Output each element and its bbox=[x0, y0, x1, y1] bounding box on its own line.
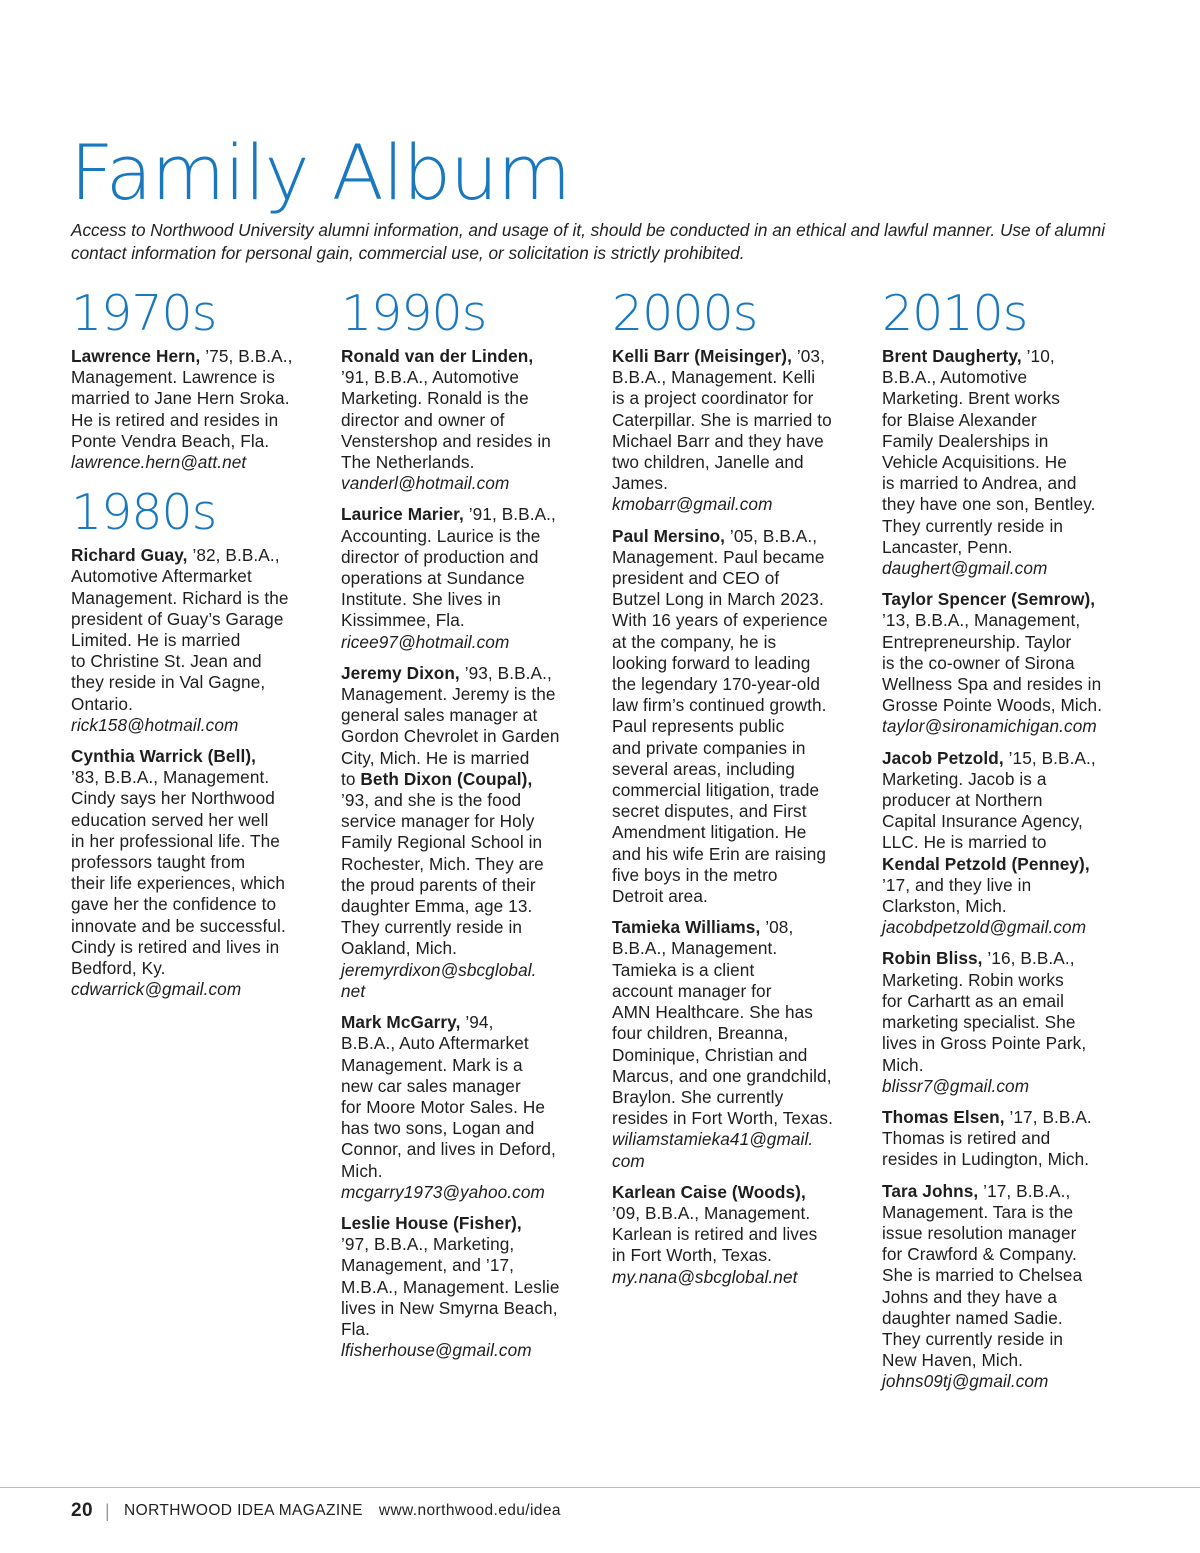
column-1 bbox=[71, 284, 321, 1010]
alumni-entry bbox=[341, 346, 591, 494]
alumni-email[interactable]: taylor@sironamichigan.com bbox=[882, 716, 1097, 737]
footer-separator: | bbox=[104, 1500, 111, 1521]
alumni-entry bbox=[341, 1213, 591, 1361]
alumni-details: ’08, B.B.A., Management. Tamieka is a client account manager for AMN Healthcare. She has four children, Breanna, Dominique, Christian and Marcus, and one grandchild, Braylon. She currently resides in Fort Worth, Texas. bbox=[612, 917, 834, 1129]
decade-heading: 1980s bbox=[71, 484, 217, 542]
footer bbox=[71, 1498, 561, 1524]
decade-heading: 1970s bbox=[71, 285, 217, 342]
alumni-email[interactable]: rick158@hotmail.com bbox=[71, 714, 239, 735]
alumni-name: Taylor Spencer (Semrow), bbox=[882, 589, 1096, 610]
alumni-email[interactable]: cdwarrick@gmail.com bbox=[71, 979, 242, 1000]
alumni-name: Paul Mersino, bbox=[612, 525, 726, 546]
alumni-name: Kelli Barr (Meisinger), bbox=[612, 346, 792, 366]
alumni-email[interactable]: ricee97@hotmail.com bbox=[341, 631, 510, 652]
alumni-email[interactable]: jeremyrdixon@sbcglobal. net bbox=[341, 959, 537, 1001]
alumni-details: ’91, B.B.A., Automotive Marketing. Ronald is the director and owner of Venstershop and resides in The Netherlands. bbox=[341, 367, 551, 473]
alumni-entry bbox=[882, 748, 1132, 939]
alumni-entry bbox=[612, 1182, 862, 1288]
alumni-email[interactable]: mcgarry1973@yahoo.com bbox=[341, 1181, 545, 1202]
alumni-name: Richard Guay, bbox=[71, 545, 188, 566]
alumni-email[interactable]: lfisherhouse@gmail.com bbox=[341, 1340, 532, 1361]
alumni-email[interactable]: johns09tj@gmail.com bbox=[882, 1371, 1049, 1392]
alumni-name: Tamieka Williams, bbox=[612, 917, 761, 938]
alumni-name: Karlean Caise (Woods), bbox=[612, 1181, 806, 1202]
alumni-entry bbox=[341, 1012, 591, 1203]
alumni-entry bbox=[882, 948, 1132, 1096]
alumni-name: Cynthia Warrick (Bell), bbox=[71, 746, 257, 767]
alumni-entry bbox=[71, 746, 321, 1000]
alumni-details: ’09, B.B.A., Management. Karlean is retired and lives in Fort Worth, Texas. bbox=[612, 1202, 818, 1266]
column-3 bbox=[612, 284, 862, 1298]
alumni-entry bbox=[882, 1181, 1132, 1393]
alumni-spouse-name: Kendal Petzold (Penney), bbox=[882, 853, 1090, 874]
alumni-entry bbox=[882, 1107, 1132, 1171]
alumni-name: Tara Johns, bbox=[882, 1180, 979, 1201]
alumni-name: Lawrence Hern, bbox=[71, 346, 201, 366]
alumni-details: ’17, B.B.A. Thomas is retired and resides in Ludington, Mich. bbox=[882, 1106, 1092, 1170]
alumni-name: Jacob Petzold, bbox=[882, 747, 1004, 768]
alumni-entry bbox=[612, 346, 862, 516]
magazine-url[interactable]: www.northwood.edu/idea bbox=[378, 1502, 561, 1519]
alumni-name: Jeremy Dixon, bbox=[341, 662, 460, 683]
decade-heading: 2010s bbox=[882, 285, 1028, 342]
alumni-details: ’97, B.B.A., Marketing, Management, and ’17, M.B.A., Management. Leslie lives in New Smyrna Beach, Fla. bbox=[341, 1234, 560, 1339]
alumni-email[interactable]: kmobarr@gmail.com bbox=[612, 494, 773, 515]
column-2 bbox=[341, 284, 591, 1371]
alumni-email[interactable]: daughert@gmail.com bbox=[882, 558, 1048, 579]
alumni-entry bbox=[341, 504, 591, 652]
page-title: Family Album bbox=[70, 128, 571, 217]
alumni-details: ’75, B.B.A., Management. Lawrence is married to Jane Hern Sroka. He is retired and resides in Ponte Vendra Beach, Fla. bbox=[71, 346, 293, 451]
alumni-email[interactable]: vanderl@hotmail.com bbox=[341, 473, 510, 494]
alumni-details: ’17, B.B.A., Management. Tara is the issue resolution manager for Crawford & Company. She is married to Chelsea Johns and they have a daughter named Sadie. They currently reside in New Haven, Mich. bbox=[882, 1180, 1083, 1371]
alumni-entry bbox=[71, 346, 321, 473]
alumni-details: ’13, B.B.A., Management, Entrepreneurship. Taylor is the co-owner of Sirona Wellness Spa and resides in Grosse Pointe Woods, Mich. bbox=[882, 610, 1103, 716]
disclaimer: Access to Northwood University alumni information, and usage of it, should be conducted in an ethical and lawful manner. Use of alumni contact information for personal gain, commercial use, or solicitation is strictly prohibited. bbox=[71, 220, 1106, 263]
alumni-details: ’82, B.B.A., Automotive Aftermarket Management. Richard is the president of Guay’s Garage Limited. He is married to Christine St. Jean and they reside in Val Gagne, Ontario. bbox=[71, 545, 289, 714]
alumni-entry bbox=[882, 589, 1132, 737]
alumni-entry bbox=[341, 663, 591, 1002]
alumni-name: Brent Daugherty, bbox=[882, 346, 1022, 366]
alumni-details: ’83, B.B.A., Management. Cindy says her Northwood education served her well in her professional life. The professors taught from their life experiences, which gave her the confidence to innovate and be successful. Cindy is retired and lives in Bedford, Ky. bbox=[71, 767, 286, 979]
alumni-email[interactable]: my.nana@sbcglobal.net bbox=[612, 1266, 798, 1287]
magazine-name: NORTHWOOD IDEA MAGAZINE bbox=[124, 1502, 363, 1519]
alumni-email[interactable]: wiliamstamieka41@gmail. com bbox=[612, 1129, 814, 1171]
page-number: 20 bbox=[71, 1500, 93, 1521]
alumni-entry bbox=[882, 346, 1132, 579]
alumni-email[interactable]: blissr7@gmail.com bbox=[882, 1075, 1030, 1096]
alumni-spouse-name: Beth Dixon (Coupal), bbox=[360, 768, 533, 789]
alumni-email[interactable]: lawrence.hern@att.net bbox=[71, 452, 247, 473]
alumni-details: ’03, B.B.A., Management. Kelli is a project coordinator for Caterpillar. She is married to Michael Barr and they have two children, Janelle and James. bbox=[612, 346, 832, 494]
alumni-name: Robin Bliss, bbox=[882, 948, 983, 969]
alumni-details: ’93, B.B.A., Management. Jeremy is the general sales manager at Gordon Chevrolet in Garden City, Mich. He is married to bbox=[341, 662, 560, 789]
alumni-details: ’17, and they live in Clarkston, Mich. bbox=[882, 874, 1032, 917]
alumni-email[interactable]: jacobdpetzold@gmail.com bbox=[882, 917, 1087, 938]
alumni-details: ’91, B.B.A., Accounting. Laurice is the director of production and operations at Sundance Institute. She lives in Kissimmee, Fla. bbox=[341, 504, 556, 631]
alumni-details: ’15, B.B.A., Marketing. Jacob is a producer at Northern Capital Insurance Agency, LLC. He is married to bbox=[882, 747, 1096, 853]
alumni-details: ’94, B.B.A., Auto Aftermarket Management. Mark is a new car sales manager for Moore Motor Sales. He has two sons, Logan and Connor, and lives in Deford, Mich. bbox=[341, 1012, 556, 1181]
alumni-name: Laurice Marier, bbox=[341, 504, 464, 525]
alumni-name: Leslie House (Fisher), bbox=[341, 1212, 522, 1233]
alumni-entry bbox=[612, 526, 862, 908]
alumni-entry bbox=[71, 545, 321, 736]
alumni-details: ’05, B.B.A., Management. Paul became president and CEO of Butzel Long in March 2023. With 16 years of experience at the company, he is looking forward to leading the legendary 170-year-old law firm’s continued growth. Paul represents public and private companies in several areas, including commercial litigation, trade secret disputes, and First Amendment litigation. He and his wife Erin are raising five boys in the metro Detroit area. bbox=[612, 525, 828, 907]
alumni-name: Ronald van der Linden, bbox=[341, 346, 534, 366]
alumni-details: ’93, and she is the food service manager for Holy Family Regional School in Rochester, Mich. They are the proud parents of their daughter Emma, age 13. They currently reside in Oakland, Mich. bbox=[341, 790, 544, 959]
alumni-name: Mark McGarry, bbox=[341, 1012, 461, 1033]
alumni-entry bbox=[612, 917, 862, 1171]
decade-heading: 2000s bbox=[612, 285, 758, 342]
column-4 bbox=[882, 284, 1132, 1403]
alumni-details: ’10, B.B.A., Automotive Marketing. Brent works for Blaise Alexander Family Dealerships in Vehicle Acquisitions. He is married to Andrea, and they have one son, Bentley. They currently reside in Lancaster, Penn. bbox=[882, 346, 1096, 557]
alumni-name: Thomas Elsen, bbox=[882, 1106, 1005, 1127]
footer-divider bbox=[0, 1487, 1200, 1488]
alumni-details: ’16, B.B.A., Marketing. Robin works for Carhartt as an email marketing specialist. She lives in Gross Pointe Park, Mich. bbox=[882, 948, 1087, 1075]
decade-heading: 1990s bbox=[341, 285, 487, 342]
